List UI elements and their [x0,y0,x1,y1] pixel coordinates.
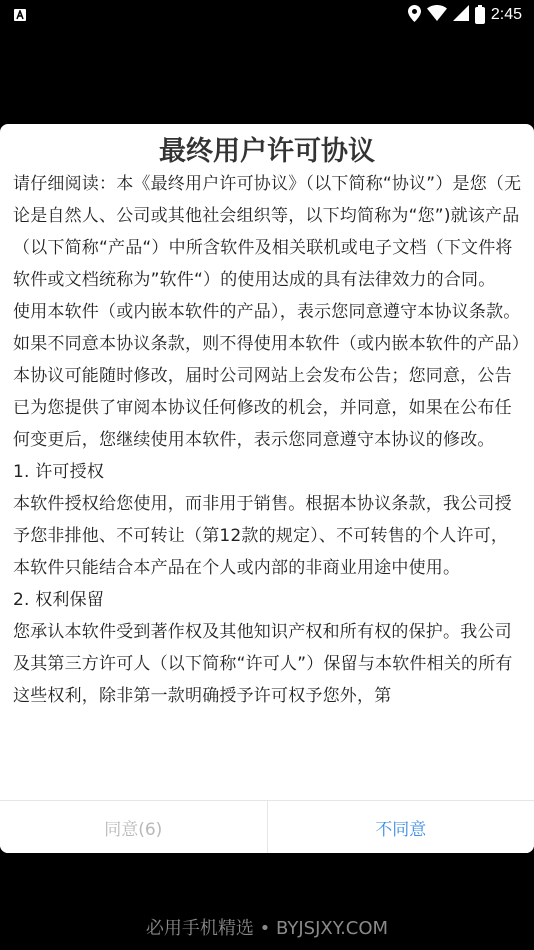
battery-icon [475,7,485,24]
dialog-body-scroll[interactable] [13,168,522,800]
paragraph-rights: 您承认本软件受到著作权及其他知识产权和所有权的保护。我公司及其第三方许可人（以下简称“许可人”）保留与本软件相关的所有这些权利，除非第一款明确授予许可权予您外，第 [13,622,513,706]
watermark-text: 必用手机精选 • BYJSJXY.COM [145,918,389,939]
status-right [408,5,522,26]
agree-button[interactable]: 同意(6) [0,801,268,853]
notification-a-icon [14,9,26,21]
paragraph-intro: 请仔细阅读：本《最终用户许可协议》（以下简称“协议”）是您（无论是自然人、公司或其他社会组织等，以下均简称为“您”)就该产品（以下简称“产品“）中所含软件及相关联机或电子文档（下文件将软件或文档统称为”软件“）的使用达成的具有法律效力的合同。 [13,174,522,290]
section-heading-rights: 2. 权利保留 [13,590,105,610]
dialog-footer [0,800,534,853]
section-heading-license: 1. 许可授权 [13,462,105,482]
dialog-title: 最终用户许可协议 [159,136,375,167]
wifi-icon [427,5,447,25]
signal-icon [453,5,469,25]
status-bar [0,0,534,30]
paragraph-license: 本软件授权给您使用，而非用于销售。根据本协议条款，我公司授予您非排他、不可转让（第12款的规定）、不可转售的个人许可，本软件只能结合本产品在个人或内部的非商业用途中使用。 [13,494,512,578]
eula-dialog [0,124,534,853]
status-left [14,9,26,21]
disagree-button[interactable]: 不同意 [375,819,427,840]
paragraph-usage: 使用本软件（或内嵌本软件的产品），表示您同意遵守本协议条款。如果不同意本协议条款，则不得使用本软件（或内嵌本软件的产品）本协议可能随时修改，届时公司网站上会发布公告；您同意，公告已为您提供了审阅本协议任何修改的机会，并同意，如果在公布任何变更后，您继续使用本软件，表示您同意遵守本协议的修改。 [13,302,521,450]
status-time: 2:45 [490,6,522,23]
battery-level [477,9,483,22]
location-icon [408,5,421,26]
